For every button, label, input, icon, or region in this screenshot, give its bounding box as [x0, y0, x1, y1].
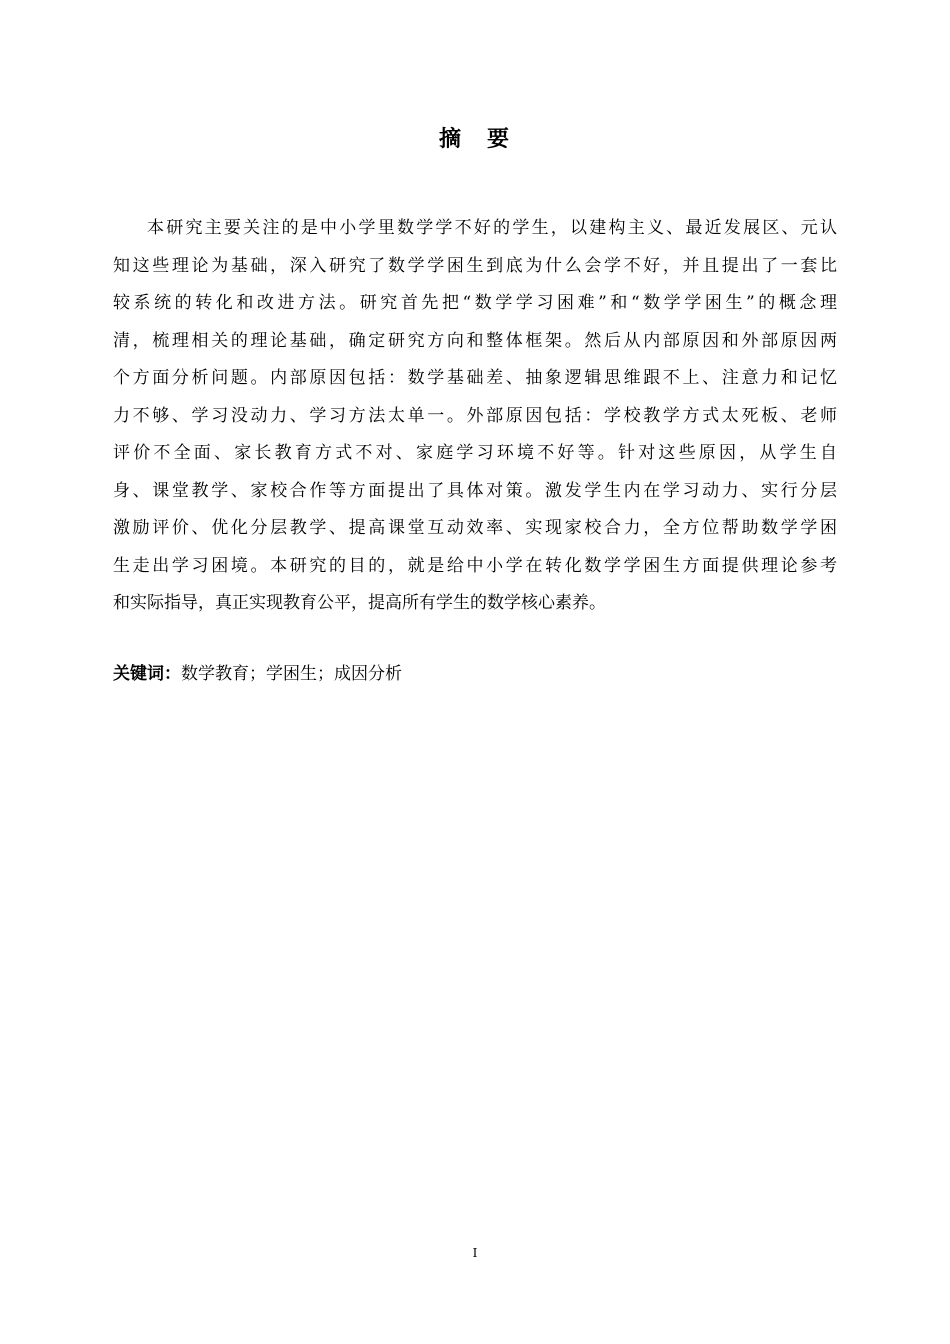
abstract-line: 较系统的转化和改进方法。研究首先把“数学学习困难”和“数学学困生”的概念理: [113, 293, 837, 313]
abstract-body: [113, 210, 837, 623]
abstract-line: 个方面分析问题。内部原因包括：数学基础差、抽象逻辑思维跟不上、注意力和记忆: [113, 368, 837, 388]
abstract-line: 激励评价、优化分层教学、提高课堂互动效率、实现家校合力，全方位帮助数学学困: [113, 518, 837, 538]
keywords-line: [113, 656, 837, 693]
abstract-line: 身、课堂教学、家校合作等方面提出了具体对策。激发学生内在学习动力、实行分层: [113, 480, 837, 501]
title-part-1: 摘: [438, 127, 463, 152]
abstract-line: 知这些理论为基础，深入研究了数学学困生到底为什么会学不好，并且提出了一套比: [113, 255, 837, 276]
keywords-label: 关键词：: [113, 664, 181, 684]
title-part-2: 要: [487, 127, 512, 152]
abstract-line: 清，梳理相关的理论基础，确定研究方向和整体框架。然后从内部原因和外部原因两: [113, 330, 837, 351]
abstract-line: 生走出学习困境。本研究的目的，就是给中小学在转化数学学困生方面提供理论参考: [113, 555, 837, 576]
abstract-line: 和实际指导，真正实现教育公平，提高所有学生的数学核心素养。: [113, 593, 606, 613]
page-number: I: [472, 1246, 478, 1260]
abstract-line: 力不够、学习没动力、学习方法太单一。外部原因包括：学校教学方式太死板、老师: [113, 405, 837, 426]
keywords-text: 数学教育；学困生；成因分析: [181, 664, 402, 684]
page-title: [0, 123, 950, 157]
abstract-line: 评价不全面、家长教育方式不对、家庭学习环境不好等。针对这些原因，从学生自: [113, 443, 837, 463]
abstract-line: 本研究主要关注的是中小学里数学学不好的学生，以建构主义、最近发展区、元认: [147, 218, 837, 238]
